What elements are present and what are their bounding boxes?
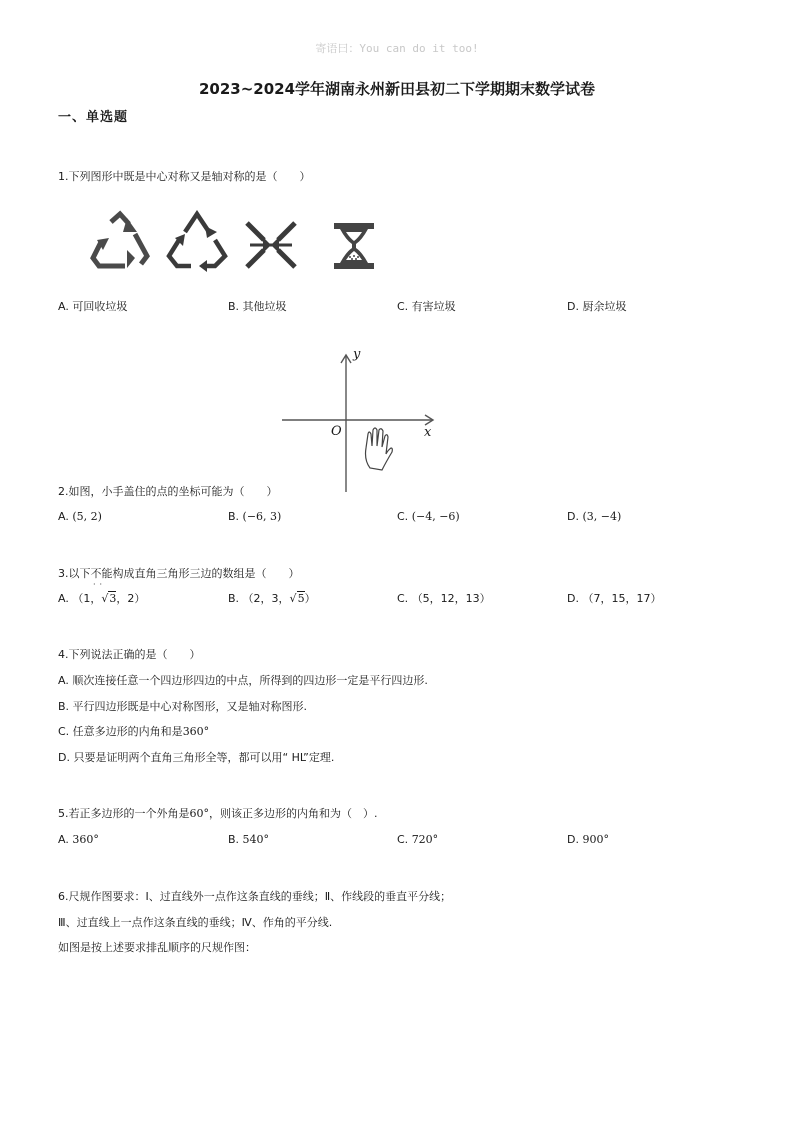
option-value: (3, −4) [582, 510, 622, 523]
option-value-pre: （2，3， [242, 592, 290, 605]
q3-option-c[interactable] [397, 592, 491, 606]
option-letter: B. [228, 592, 240, 605]
hazardous-waste-icon [244, 220, 298, 270]
q6-line-3: 如图是按上述要求排乱顺序的尺规作图： [58, 941, 256, 954]
sqrt-radicand: 3 [109, 592, 117, 605]
page-title: 2023~2024学年湖南永州新田县初二下学期期末数学试卷 [198, 80, 596, 98]
sqrt-radicand: 5 [297, 592, 305, 605]
hand-icon [366, 428, 393, 470]
q2-stem: 2.如图，小手盖住的点的坐标可能为（ ） [58, 485, 278, 498]
q1-option-a[interactable]: A. 可回收垃圾 [58, 300, 128, 313]
stem-text: 5.若正多边形的一个外角是 [58, 807, 190, 820]
q3-option-d[interactable] [567, 592, 661, 606]
option-value: (−4, −6) [411, 510, 460, 523]
option-value: 720° [411, 833, 439, 846]
sqrt-sign: √ [289, 592, 297, 605]
q3-option-b[interactable] [228, 592, 316, 606]
option-value-post: ） [304, 592, 316, 605]
y-axis-label: y [353, 347, 361, 362]
q5-stem [58, 807, 378, 821]
q4-option-d[interactable]: D. 只要是证明两个直角三角形全等，都可以用“ HL”定理. [58, 751, 335, 764]
q2-option-b[interactable] [228, 510, 281, 524]
section-heading: 一、单选题 [58, 110, 129, 125]
q5-option-a[interactable] [58, 833, 99, 847]
q1-option-c[interactable]: C. 有害垃圾 [397, 300, 456, 313]
q5-option-c[interactable] [397, 833, 438, 847]
option-letter: C. [397, 833, 409, 846]
option-letter: A. [58, 833, 69, 846]
q2-option-c[interactable] [397, 510, 460, 524]
q5-option-d[interactable] [567, 833, 609, 847]
option-letter: B. [228, 833, 240, 846]
emphasis-dots: ·· [93, 580, 107, 589]
q3-option-a[interactable] [58, 592, 145, 606]
option-letter: D. [567, 510, 579, 523]
kitchen-waste-icon [332, 222, 376, 270]
sqrt-sign: √ [101, 592, 109, 605]
option-value: 900° [582, 833, 609, 846]
x-axis-label: x [424, 425, 432, 440]
option-value: 540° [242, 833, 270, 846]
q1-stem: 1.下列图形中既是中心对称又是轴对称的是（ ） [58, 170, 311, 183]
q6-line-1: 6.尺规作图要求：Ⅰ、过直线外一点作这条直线的垂线；Ⅱ、作线段的垂直平分线； [58, 890, 452, 903]
coordinate-figure [278, 350, 438, 495]
recycle-icon [85, 210, 155, 272]
option-value-pre: （1， [72, 592, 102, 605]
option-value: (−6, 3) [242, 510, 282, 523]
stem-text: ，则该正多边形的内角和为（ ）. [209, 807, 378, 820]
q5-option-b[interactable] [228, 833, 269, 847]
option-letter: D. [567, 833, 579, 846]
watermark: 寄语曰：You can do it too! [315, 42, 479, 55]
option-letter: B. [228, 510, 240, 523]
option-value: （7，15，17） [582, 592, 662, 605]
q3-stem: 3.以下不能构成直角三角形三边的数组是（ ） [58, 567, 300, 580]
origin-label: O [331, 424, 342, 439]
option-value-post: ，2） [116, 592, 146, 605]
option-letter: C. [397, 510, 409, 523]
q2-option-d[interactable] [567, 510, 621, 524]
q4-option-a[interactable]: A. 顺次连接任意一个四边形四边的中点，所得到的四边形一定是平行四边形. [58, 674, 428, 687]
q4-option-b[interactable]: B. 平行四边形既是中心对称图形，又是轴对称图形. [58, 700, 308, 713]
option-value: (5, 2) [72, 510, 102, 523]
option-letter: A. [58, 510, 69, 523]
other-waste-icon [165, 210, 231, 272]
option-letter: A. [58, 592, 69, 605]
option-value: （5，12，13） [411, 592, 491, 605]
q4-stem: 4.下列说法正确的是（ ） [58, 648, 201, 661]
q4-option-c[interactable] [58, 725, 209, 739]
option-letter: D. [567, 592, 579, 605]
q1-option-b[interactable]: B. 其他垃圾 [228, 300, 287, 313]
option-text: C. 任意多边形的内角和是 [58, 725, 183, 738]
option-letter: C. [397, 592, 409, 605]
q2-option-a[interactable] [58, 510, 102, 524]
q1-option-d[interactable]: D. 厨余垃圾 [567, 300, 627, 313]
option-value: 360° [72, 833, 99, 846]
stem-math: 60° [189, 807, 209, 820]
option-math: 360° [182, 725, 210, 738]
q6-line-2: Ⅲ、过直线上一点作这条直线的垂线；Ⅳ、作角的平分线. [58, 916, 333, 929]
